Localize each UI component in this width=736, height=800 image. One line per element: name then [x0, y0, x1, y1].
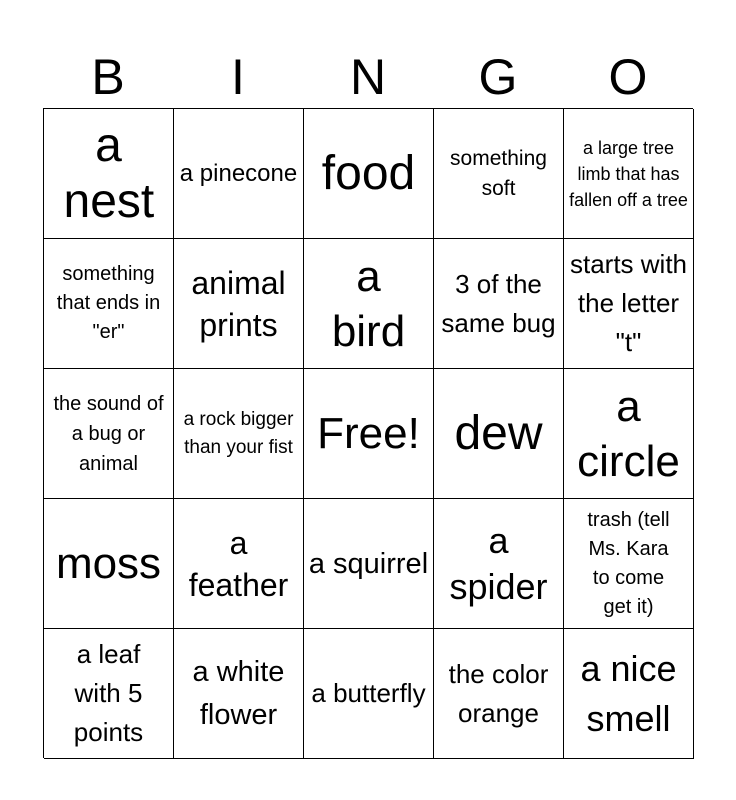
- bingo-cell[interactable]: [564, 629, 694, 759]
- cell-text: a circle: [577, 381, 680, 486]
- cell-text: moss: [55, 539, 162, 588]
- bingo-cell[interactable]: [174, 109, 304, 239]
- bingo-cell[interactable]: [564, 499, 694, 629]
- cell-text: the color orange: [448, 658, 549, 728]
- bingo-cell[interactable]: [304, 499, 434, 629]
- cell-text: the sound of a bug or animal: [53, 392, 164, 475]
- bingo-cell[interactable]: [434, 239, 564, 369]
- cell-text: starts with the letter "t": [569, 249, 688, 357]
- bingo-cell[interactable]: [434, 369, 564, 499]
- bingo-cell[interactable]: [304, 369, 434, 499]
- header-letter-g: G: [478, 49, 518, 105]
- cell-text: a bird: [331, 251, 406, 356]
- bingo-cell[interactable]: [44, 629, 174, 759]
- cell-text: a pinecone: [179, 159, 298, 187]
- cell-text: a leaf with 5 points: [73, 639, 144, 747]
- bingo-cell[interactable]: [44, 499, 174, 629]
- bingo-cell[interactable]: [44, 369, 174, 499]
- cell-text: a squirrel: [308, 547, 429, 580]
- cell-text: a nice smell: [580, 647, 677, 739]
- bingo-cell[interactable]: [174, 499, 304, 629]
- bingo-cell[interactable]: [304, 239, 434, 369]
- cell-text: dew: [454, 406, 543, 460]
- cell-text: something that ends in "er": [56, 263, 161, 343]
- cell-text: a feather: [188, 524, 289, 603]
- bingo-cell[interactable]: [44, 239, 174, 369]
- bingo-cell[interactable]: [564, 369, 694, 499]
- bingo-cell[interactable]: [564, 239, 694, 369]
- bingo-cell[interactable]: [564, 109, 694, 239]
- bingo-cell[interactable]: [174, 239, 304, 369]
- cell-text: a nest: [63, 118, 155, 228]
- bingo-cell[interactable]: [174, 369, 304, 499]
- header-letter-b: B: [91, 49, 125, 105]
- bingo-cell[interactable]: [434, 629, 564, 759]
- bingo-cell[interactable]: [434, 499, 564, 629]
- cell-text: trash (tell Ms. Kara to come get it): [587, 508, 670, 618]
- bingo-cell[interactable]: [44, 109, 174, 239]
- header-letter-o: O: [608, 49, 648, 105]
- cell-text: 3 of the same bug: [441, 268, 556, 338]
- cell-text: something soft: [450, 146, 547, 200]
- cell-text: Free!: [317, 409, 420, 458]
- cell-text: a large tree limb that has fallen off a tree: [569, 137, 688, 210]
- bingo-cell[interactable]: [174, 629, 304, 759]
- cell-text: a rock bigger than your fist: [183, 408, 294, 458]
- bingo-cell[interactable]: [434, 109, 564, 239]
- cell-text: a spider: [449, 519, 548, 607]
- bingo-header: [43, 48, 693, 106]
- bingo-cell[interactable]: [304, 629, 434, 759]
- cell-text: a butterfly: [311, 678, 426, 708]
- cell-text: animal prints: [191, 264, 286, 343]
- bingo-cell[interactable]: [304, 109, 434, 239]
- header-letter-i: I: [231, 49, 245, 105]
- cell-text: food: [321, 146, 416, 200]
- cell-text: a white flower: [192, 655, 285, 731]
- header-letter-n: N: [349, 49, 387, 105]
- bingo-board: [43, 108, 693, 758]
